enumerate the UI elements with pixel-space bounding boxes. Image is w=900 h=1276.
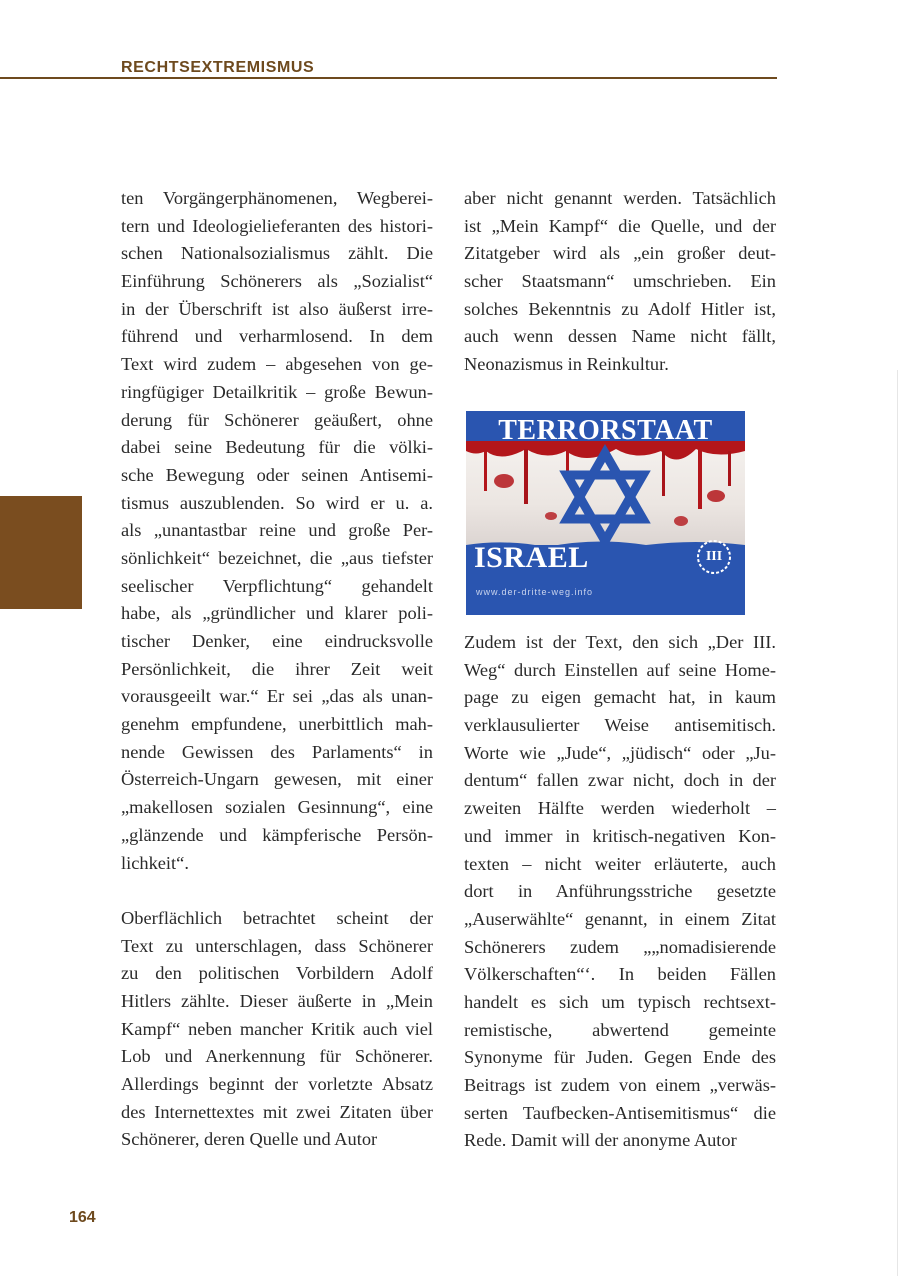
text-line: scher Staatsmann“ umschrieben. Ein [464, 271, 776, 292]
text-line: Oberflächlich betrachtet scheint der [121, 907, 433, 928]
text-line: Lob und Anerkennung für Schönerer. [121, 1046, 433, 1067]
text-line: Synonyme für Juden. Gegen Ende des [464, 1047, 776, 1068]
text-line: Rede. Damit will der anonyme Autor [464, 1130, 737, 1151]
left-paragraph-1 [121, 185, 433, 877]
text-line: führend und verharmlosend. In dem [121, 326, 433, 347]
text-line: „glänzende und kämpferische Persön- [121, 824, 433, 845]
image-title-text: TERRORSTAAT [498, 415, 713, 446]
text-line: aber nicht genannt werden. Tatsächlich [464, 188, 776, 208]
text-line: ten Vorgängerphänomenen, Wegberei- [121, 188, 433, 208]
text-line: auch wenn dessen Name nicht fällt, [464, 326, 776, 347]
text-line: derung für Schönerer geäußert, ohne [121, 409, 433, 430]
left-column [121, 185, 433, 1154]
text-line: zu den politischen Vorbildern Adolf [121, 963, 433, 984]
text-line: Zitatgeber wird als „ein großer deut- [464, 243, 776, 264]
terrorstaat-israel-image [466, 411, 745, 615]
text-line: Österreich-Ungarn gewesen, mit einer [121, 769, 433, 790]
text-line: vorausgeeilt war.“ Er sei „das als unan- [121, 686, 433, 707]
text-line: genehm empfundene, unerbittlich mah- [121, 714, 433, 735]
text-line: Persönlichkeit, die ihrer Zeit weit [121, 658, 433, 679]
left-paragraph-2 [121, 905, 433, 1154]
text-line: Hitlers zählte. Dieser äußerte in „Mein [121, 990, 433, 1011]
text-line: zweiten Hälfte werden wiederholt – [464, 798, 776, 819]
text-line: Schönerers zudem „„nomadisierende [464, 936, 776, 957]
text-line: nende Gewissen des Parlaments“ in [121, 741, 433, 762]
text-line: sche Bewegung oder seinen Antisemi- [121, 464, 433, 485]
text-line: tern und Ideologielieferanten des histori- [121, 215, 433, 236]
right-paragraph-2 [464, 629, 776, 1155]
text-line: page zu eigen gemacht hat, in kaum [464, 687, 776, 708]
text-line: als „unantastbar reine und große Per- [121, 520, 433, 541]
text-line: Völkerschaften“‘. In beiden Fällen [464, 964, 776, 985]
text-line: dabei seine Bedeutung für die völki- [121, 437, 433, 458]
page-edge-line [897, 370, 898, 1276]
text-line: Weg“ durch Einstellen auf seine Home- [464, 659, 776, 680]
text-line: dentum“ fallen zwar nicht, doch in der [464, 770, 776, 791]
emblem-label: III [705, 549, 723, 564]
text-line: Zudem ist der Text, den sich „Der III. [464, 632, 776, 652]
text-line: in der Überschrift ist also äußerst irre- [121, 298, 433, 319]
text-line: texten – nicht weiter erläuterte, auch [464, 853, 776, 874]
image-bottom-text: ISRAEL [474, 541, 589, 574]
text-line: habe, als „gründlicher und klarer poli- [121, 603, 433, 624]
text-line: Text zu unterschlagen, dass Schönerer [121, 935, 433, 956]
text-line: Kampf“ neben mancher Kritik auch viel [121, 1018, 433, 1039]
text-line: Allerdings beginnt der vorletzte Absatz [121, 1074, 433, 1094]
text-line: Worte wie „Jude“, „jüdisch“ oder „Ju- [464, 742, 776, 763]
text-line: „makellosen sozialen Gesinnung“, eine [121, 797, 433, 818]
image-url-text: www.der-dritte-weg.info [476, 587, 594, 597]
text-line: Beitrags ist zudem von einem „verwäs- [464, 1075, 776, 1095]
star-of-david-icon [567, 453, 643, 541]
right-column [464, 185, 776, 379]
text-line: des Internettextes mit zwei Zitaten über [121, 1101, 433, 1122]
text-line: handelt es sich um typisch rechtsext- [464, 991, 776, 1012]
text-line: „Auserwählte“ genannt, in einem Zitat [464, 908, 776, 929]
text-line: ringfügiger Detailkritik – große Bewun- [121, 381, 433, 402]
text-line: dort in Anführungsstriche gesetzte [464, 881, 776, 902]
text-line: verklausulierter Weise antisemitisch. [464, 715, 776, 736]
text-line: ist „Mein Kampf“ die Quelle, und der [464, 215, 776, 236]
page-number: 164 [69, 1209, 96, 1226]
text-line: schen Nationalsozialismus zählt. Die [121, 243, 433, 264]
right-paragraph-1 [464, 185, 776, 379]
right-column-lower [464, 629, 776, 1155]
text-line: lichkeit“. [121, 852, 189, 873]
text-line: remistische, abwertend gemeinte [464, 1019, 776, 1040]
running-header: RECHTSEXTREMISMUS [121, 59, 315, 76]
text-line: tischer Denker, eine eindrucksvolle [121, 631, 433, 651]
text-line: tismus auszublenden. So wird er u. a. [121, 492, 433, 513]
text-line: Einführung Schönerers als „Sozialist“ [121, 271, 433, 292]
text-line: Neonazismus in Reinkultur. [464, 354, 669, 375]
text-line: und immer in kritisch-negativen Kon- [464, 825, 776, 846]
text-line: serten Taufbecken-Antisemitismus“ die [464, 1102, 776, 1123]
text-line: Schönerer, deren Quelle und Autor [121, 1129, 378, 1150]
chapter-side-tab [0, 496, 82, 609]
text-line: seelischer Verpflichtung“ gehandelt [121, 575, 433, 596]
text-line: sönlichkeit“ bezeichnet, die „aus tiefster [121, 547, 433, 568]
header-rule [0, 77, 777, 79]
text-line: Text wird zudem – abgesehen von ge- [121, 354, 433, 375]
text-line: solches Bekenntnis zu Adolf Hitler ist, [464, 298, 776, 319]
